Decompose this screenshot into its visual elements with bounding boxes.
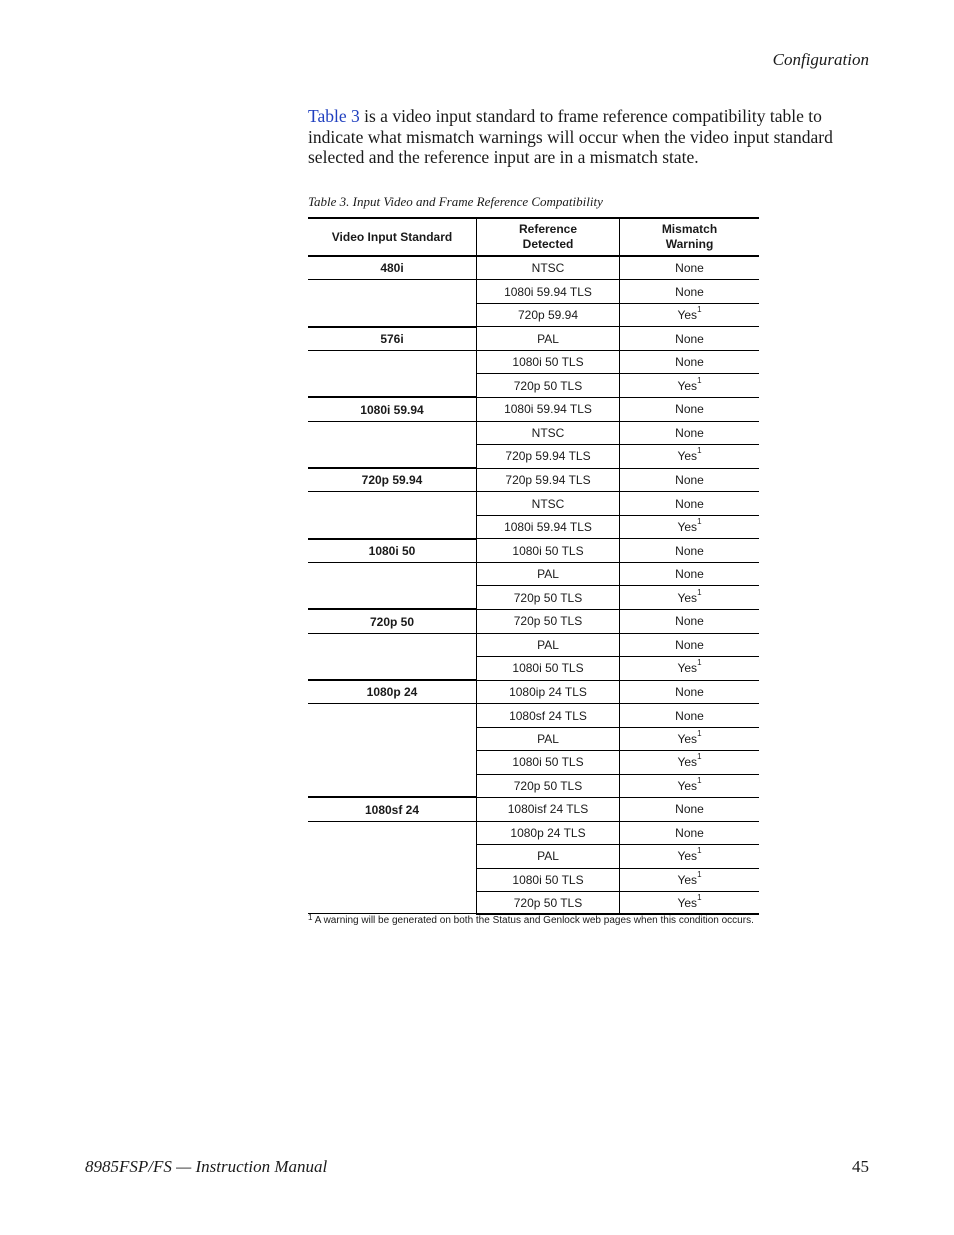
reference-detected-cell: 1080sf 24 TLS	[477, 704, 620, 727]
reference-detected-cell: 1080i 59.94 TLS	[477, 280, 620, 303]
mismatch-warning-value: None	[675, 496, 704, 511]
mismatch-warning-value: None	[675, 567, 704, 582]
table-row	[308, 680, 759, 704]
table-row	[308, 492, 759, 515]
reference-detected-cell: PAL	[477, 327, 620, 351]
table-row	[308, 633, 759, 656]
reference-detected-cell: 1080i 50 TLS	[477, 539, 620, 563]
mismatch-warning-cell	[620, 868, 760, 891]
video-input-standard-cell: 480i	[308, 256, 477, 280]
mismatch-warning-value: Yes	[677, 732, 698, 746]
mismatch-warning-cell	[620, 468, 760, 492]
table-caption: Table 3. Input Video and Frame Reference Compatibility	[308, 194, 603, 209]
mismatch-warning-cell	[620, 397, 760, 421]
empty-cell	[308, 845, 477, 868]
table-row	[308, 751, 759, 774]
footnote-reference: 1	[697, 729, 702, 738]
mismatch-warning-cell	[620, 704, 760, 727]
mismatch-warning-value: Yes	[677, 896, 698, 911]
empty-cell	[308, 280, 477, 303]
empty-cell	[308, 868, 477, 891]
reference-detected-cell: NTSC	[477, 492, 620, 515]
video-input-standard-cell: 1080sf 24	[308, 797, 477, 821]
table-row	[308, 797, 759, 821]
table-row	[308, 727, 759, 750]
reference-detected-cell: PAL	[477, 633, 620, 656]
mismatch-warning-cell	[620, 327, 760, 351]
header-mismatch-warning-label: Mismatch Warning	[661, 222, 718, 251]
table-row	[308, 327, 759, 351]
mismatch-warning-value: None	[675, 614, 704, 629]
mismatch-warning-value: None	[675, 684, 704, 699]
reference-detected-cell: 720p 50 TLS	[477, 892, 620, 915]
intro-paragraph	[308, 106, 868, 168]
empty-cell	[308, 303, 477, 326]
footnote-reference: 1	[697, 446, 702, 456]
mismatch-warning-value: None	[675, 261, 704, 276]
table-row	[308, 280, 759, 303]
footnote-reference: 1	[697, 516, 702, 526]
footnote-reference: 1	[697, 587, 702, 597]
header-video-input-standard: Video Input Standard	[308, 218, 477, 256]
reference-detected-cell: 720p 50 TLS	[477, 586, 620, 609]
mismatch-warning-cell	[620, 680, 760, 704]
reference-detected-cell: 1080ip 24 TLS	[477, 680, 620, 704]
footnote-reference: 1	[697, 375, 702, 385]
mismatch-warning-value: None	[675, 637, 704, 652]
reference-detected-cell: 720p 59.94 TLS	[477, 468, 620, 492]
mismatch-warning-cell	[620, 586, 760, 609]
mismatch-warning-cell	[620, 657, 760, 680]
reference-detected-cell: PAL	[477, 563, 620, 586]
compatibility-table	[308, 217, 759, 915]
reference-detected-cell: 720p 59.94	[477, 303, 620, 326]
mismatch-warning-cell	[620, 563, 760, 586]
mismatch-warning-value: Yes	[677, 778, 698, 793]
mismatch-warning-cell	[620, 539, 760, 563]
empty-cell	[308, 563, 477, 586]
table-row	[308, 303, 759, 326]
reference-detected-cell: PAL	[477, 727, 620, 750]
reference-detected-cell: PAL	[477, 845, 620, 868]
empty-cell	[308, 492, 477, 515]
reference-detected-cell: 1080i 50 TLS	[477, 657, 620, 680]
empty-cell	[308, 892, 477, 915]
empty-cell	[308, 421, 477, 444]
table-3-link[interactable]: Table 3	[308, 106, 360, 126]
mismatch-warning-cell	[620, 492, 760, 515]
video-input-standard-cell: 576i	[308, 327, 477, 351]
table-row	[308, 868, 759, 891]
mismatch-warning-cell	[620, 280, 760, 303]
mismatch-warning-value: None	[675, 425, 704, 440]
mismatch-warning-cell	[620, 892, 760, 915]
reference-detected-cell: 720p 50 TLS	[477, 609, 620, 633]
mismatch-warning-value: Yes	[677, 872, 698, 887]
video-input-standard-cell: 1080i 50	[308, 539, 477, 563]
mismatch-warning-cell	[620, 633, 760, 656]
reference-detected-cell: 1080i 59.94 TLS	[477, 397, 620, 421]
footnote-reference: 1	[697, 893, 702, 903]
mismatch-warning-value: Yes	[677, 755, 698, 770]
table-row	[308, 445, 759, 468]
header-mismatch-warning	[620, 218, 760, 256]
header-reference-detected-label: Reference Detected	[518, 222, 578, 251]
footnote-reference: 1	[697, 304, 702, 314]
table-row	[308, 774, 759, 797]
mismatch-warning-cell	[620, 351, 760, 374]
reference-detected-cell: 1080i 59.94 TLS	[477, 515, 620, 538]
reference-detected-cell: 720p 50 TLS	[477, 774, 620, 797]
empty-cell	[308, 657, 477, 680]
intro-text: is a video input standard to frame reference compatibility table to indicate what mismatch warnings will occur when the video input standard selected and the reference input are in a mismatch state.	[308, 106, 833, 167]
mismatch-warning-cell	[620, 751, 760, 774]
reference-detected-cell: 720p 59.94 TLS	[477, 445, 620, 468]
footnote-reference: 1	[697, 752, 702, 762]
mismatch-warning-value: None	[675, 284, 704, 299]
table-row	[308, 468, 759, 492]
footnote-mark: 1	[308, 913, 313, 922]
empty-cell	[308, 515, 477, 538]
table-row	[308, 586, 759, 609]
mismatch-warning-value: Yes	[677, 449, 698, 464]
reference-detected-cell: NTSC	[477, 256, 620, 280]
reference-detected-cell: 1080i 50 TLS	[477, 868, 620, 891]
empty-cell	[308, 774, 477, 797]
empty-cell	[308, 751, 477, 774]
mismatch-warning-cell	[620, 727, 760, 750]
mismatch-warning-cell	[620, 821, 760, 844]
mismatch-warning-value: Yes	[677, 519, 698, 534]
reference-detected-cell: 1080i 50 TLS	[477, 351, 620, 374]
footnote-reference: 1	[697, 846, 702, 856]
footer-manual-title: 8985FSP/FS — Instruction Manual	[85, 1157, 328, 1176]
empty-cell	[308, 351, 477, 374]
video-input-standard-cell: 720p 59.94	[308, 468, 477, 492]
mismatch-warning-cell	[620, 609, 760, 633]
footnote-text: A warning will be generated on both the Status and Genlock web pages when this condition occurs.	[314, 915, 754, 926]
video-input-standard-cell: 1080i 59.94	[308, 397, 477, 421]
mismatch-warning-cell	[620, 256, 760, 280]
table-row	[308, 397, 759, 421]
reference-detected-cell: 720p 50 TLS	[477, 374, 620, 397]
table-row	[308, 351, 759, 374]
mismatch-warning-value: Yes	[677, 378, 698, 393]
table-body	[308, 256, 759, 915]
footer-page-number: 45	[852, 1157, 869, 1176]
table-row	[308, 704, 759, 727]
reference-detected-cell: NTSC	[477, 421, 620, 444]
reference-detected-cell: 1080p 24 TLS	[477, 821, 620, 844]
mismatch-warning-cell	[620, 797, 760, 821]
mismatch-warning-cell	[620, 374, 760, 397]
footnote-reference: 1	[697, 658, 702, 668]
mismatch-warning-value: Yes	[677, 661, 698, 676]
empty-cell	[308, 586, 477, 609]
table-row	[308, 374, 759, 397]
table-row	[308, 256, 759, 280]
table-row	[308, 515, 759, 538]
mismatch-warning-cell	[620, 515, 760, 538]
table-row	[308, 609, 759, 633]
table-header-row	[308, 218, 759, 256]
footnote-reference: 1	[697, 775, 702, 785]
video-input-standard-cell: 720p 50	[308, 609, 477, 633]
mismatch-warning-value: None	[675, 826, 704, 841]
empty-cell	[308, 445, 477, 468]
table-row	[308, 563, 759, 586]
header-reference-detected	[477, 218, 620, 256]
table-footnote	[308, 913, 759, 927]
footnote-reference: 1	[697, 869, 702, 879]
video-input-standard-cell: 1080p 24	[308, 680, 477, 704]
mismatch-warning-value: None	[675, 331, 704, 346]
reference-detected-cell: 1080isf 24 TLS	[477, 797, 620, 821]
mismatch-warning-cell	[620, 445, 760, 468]
mismatch-warning-value: None	[675, 802, 704, 817]
table-row	[308, 657, 759, 680]
mismatch-warning-value: None	[675, 543, 704, 558]
mismatch-warning-value: None	[675, 708, 704, 723]
mismatch-warning-value: Yes	[677, 307, 698, 322]
running-header: Configuration	[772, 50, 869, 69]
mismatch-warning-value: Yes	[677, 849, 698, 864]
empty-cell	[308, 727, 477, 750]
empty-cell	[308, 633, 477, 656]
empty-cell	[308, 704, 477, 727]
mismatch-warning-value: None	[675, 402, 704, 417]
mismatch-warning-cell	[620, 774, 760, 797]
table-row	[308, 421, 759, 444]
mismatch-warning-cell	[620, 303, 760, 326]
mismatch-warning-value: None	[675, 472, 704, 487]
reference-detected-cell: 1080i 50 TLS	[477, 751, 620, 774]
table-row	[308, 539, 759, 563]
table-row	[308, 845, 759, 868]
table-row	[308, 892, 759, 915]
mismatch-warning-value: Yes	[677, 590, 698, 605]
mismatch-warning-value: None	[675, 355, 704, 370]
table-row	[308, 821, 759, 844]
mismatch-warning-cell	[620, 845, 760, 868]
empty-cell	[308, 821, 477, 844]
empty-cell	[308, 374, 477, 397]
mismatch-warning-cell	[620, 421, 760, 444]
